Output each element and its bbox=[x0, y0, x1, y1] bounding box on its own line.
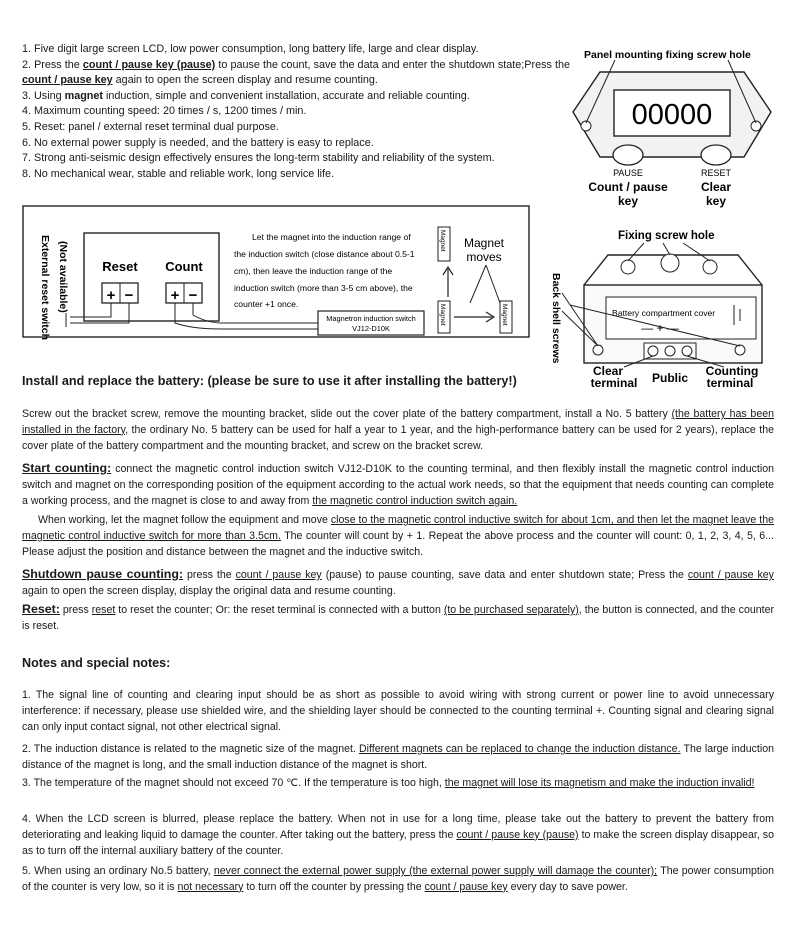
feature-text: to pause the count, save the data and enter the shutdown state;Press the bbox=[215, 58, 570, 71]
plus-sign: + bbox=[106, 287, 116, 304]
shutdown-paragraph bbox=[22, 567, 774, 600]
plus-sign: + bbox=[170, 287, 180, 304]
battery-cover-label: Battery compartment cover bbox=[612, 308, 716, 318]
reset-terminal-label: Reset bbox=[102, 259, 138, 274]
instruction-line: counter +1 once. bbox=[234, 299, 299, 309]
paragraph-text: (pause) to pause counting, save data and enter shutdown state; Press the bbox=[321, 569, 688, 581]
underlined-text: the magnetic control induction switch again. bbox=[312, 494, 518, 507]
start-counting-label: Start counting: bbox=[22, 461, 112, 475]
count-pause-key-text: count / pause key bbox=[22, 74, 113, 87]
clear-key-label: key bbox=[705, 194, 727, 208]
paragraph-text: 4. When the LCD screen is blurred, please replace the battery. When not in use for a long time, please take out the battery to prevent the battery from deteriorating and leaking liquid to damage the counter. After taking out the battery, press the bbox=[22, 813, 774, 841]
paragraph-text: every day to save power. bbox=[507, 880, 628, 893]
back-panel-diagram bbox=[548, 225, 793, 395]
lcd-digits: 00000 bbox=[631, 99, 713, 131]
wiring-diagram bbox=[22, 205, 532, 340]
feature-text: induction, simple and convenient installation, accurate and reliable counting. bbox=[103, 89, 470, 102]
count-terminal-label: Count bbox=[165, 259, 203, 274]
instruction-line: induction switch (more than 3-5 cm above), the bbox=[234, 283, 413, 293]
instruction-line: the induction switch (close distance about 0.5-1 bbox=[234, 249, 415, 259]
clear-terminal-label: Clear bbox=[592, 364, 624, 378]
underlined-text: count / pause key bbox=[424, 880, 508, 893]
terminal-screw bbox=[682, 346, 692, 356]
paragraph-text: , the button is connected, and the counter is reset. bbox=[22, 604, 774, 632]
feature-text: 3. Using bbox=[22, 89, 65, 102]
note-item bbox=[22, 864, 774, 896]
counting-terminal-label: Counting bbox=[705, 364, 759, 378]
public-terminal-label: Public bbox=[651, 371, 689, 385]
clear-terminal-label: terminal bbox=[590, 376, 638, 390]
feature-text: again to open the screen display and resume counting. bbox=[112, 74, 378, 87]
paragraph-text: The large induction distance of the magnet is long, and the small induction distance of the magnet is short. bbox=[22, 743, 775, 771]
underlined-text: count / pause key bbox=[687, 569, 774, 581]
paragraph-text: to turn off the counter by pressing the bbox=[243, 880, 425, 893]
fixing-screw bbox=[661, 254, 679, 272]
underlined-text: (to be purchased separately) bbox=[443, 604, 579, 616]
paragraph-text: When working, let the magnet follow the equipment and move bbox=[38, 514, 331, 526]
paragraph-text: 2. The induction distance is related to the magnetic size of the magnet. bbox=[22, 743, 360, 755]
note-item: 1. The signal line of counting and clearing input should be as short as possible to avoid wiring with strong current or power line to avoid unnecessary interference: if necessary, please use shielded wire, and the shielding layer should be connected to the counting terminal +. Counting signal and clearing signal can only input contact signal, not other electrical signal. bbox=[22, 689, 774, 733]
panel-screw-hole-label: Panel mounting fixing screw hole bbox=[584, 49, 751, 61]
external-reset-label: External reset switch bbox=[39, 235, 51, 340]
instruction-line: cm), then leave the induction range of the bbox=[234, 266, 393, 276]
paragraph-text: The power consumption of the counter is very low, so it is bbox=[22, 865, 775, 893]
note-item bbox=[22, 742, 774, 774]
paragraph-text: press bbox=[59, 604, 92, 616]
counter-body bbox=[84, 233, 219, 321]
note-item bbox=[22, 776, 774, 792]
underlined-text: reset bbox=[91, 604, 116, 616]
paragraph-text: Screw out the bracket screw, remove the mounting bracket, slide out the cover plate of the battery compartment, install a No. 5 battery bbox=[22, 408, 672, 420]
underlined-text: (the battery has been installed in the factory, bbox=[22, 408, 774, 436]
count-pause-key-text: count / pause key (pause) bbox=[82, 58, 216, 71]
magnet-moves-label: Magnet bbox=[463, 236, 505, 250]
underlined-text: count / pause key (pause) bbox=[456, 828, 579, 841]
underlined-text: Different magnets can be replaced to change the induction distance. bbox=[359, 743, 681, 755]
callout-line bbox=[470, 265, 500, 303]
count-pause-key-label: key bbox=[617, 194, 639, 208]
working-paragraph bbox=[22, 513, 774, 560]
minus-sign: − bbox=[124, 287, 134, 304]
feature-item: 7. Strong anti-seismic design effectively ensures the long-term stability and reliability of the system. bbox=[22, 152, 495, 165]
paragraph-text: The counter will count by + 1. Repeat the above process and the counter will count: 0, 1, 2, 3, 4, 5, 6... Please adjust the position and distance between the magnet and the inductive switch. bbox=[22, 529, 774, 558]
up-arrow-icon bbox=[443, 267, 453, 297]
feature-item: 1. Five digit large screen LCD, low power consumption, long battery life, large and clear display. bbox=[22, 43, 479, 55]
pause-button[interactable] bbox=[613, 145, 643, 165]
paragraph-text: the ordinary No. 5 battery can be used for half a year to 1 year, and the high-performance battery can be used for 2 years), replace the cover plate of the battery compartment and the mounting bracket, and screw on the bracket screw. bbox=[22, 423, 774, 452]
paragraph-text: to reset the counter; Or: the reset terminal is connected with a button bbox=[115, 604, 444, 616]
reset-label: RESET bbox=[700, 168, 732, 178]
underlined-text: not necessary bbox=[177, 880, 244, 893]
underlined-text: never connect the external power supply (the external power supply will damage the counter); bbox=[213, 865, 658, 877]
magnet-label: Magnet bbox=[439, 230, 446, 252]
start-counting-paragraph bbox=[22, 461, 774, 509]
terminal-screw bbox=[648, 346, 658, 356]
fixing-screw-hole-label: Fixing screw hole bbox=[618, 230, 715, 242]
shutdown-label: Shutdown pause counting: bbox=[22, 567, 184, 581]
feature-list bbox=[22, 42, 570, 182]
fixing-screw bbox=[621, 260, 635, 274]
note-item bbox=[22, 812, 774, 859]
paragraph-text: to make the screen display disappear, so as to turn off the internal auxiliary battery of the counter. bbox=[22, 828, 774, 857]
minus-sign: − bbox=[188, 287, 198, 304]
feature-item: 4. Maximum counting speed: 20 times / s, 1200 times / min. bbox=[22, 105, 307, 118]
paragraph-text: again to open the screen display, display the original data and resume counting. bbox=[22, 584, 396, 597]
right-arrow-icon bbox=[454, 312, 494, 322]
back-shell-screw bbox=[593, 345, 603, 355]
reset-wires bbox=[66, 303, 129, 327]
feature-item: 8. No mechanical wear, stable and reliable work, long service life. bbox=[22, 167, 335, 180]
magnet-moves-label: moves bbox=[466, 250, 502, 264]
not-available-label: (Not available) bbox=[57, 241, 69, 313]
reset-label: Reset: bbox=[22, 602, 60, 616]
paragraph-text: 5. When using an ordinary No.5 battery, bbox=[22, 865, 214, 877]
underlined-text: count / pause key bbox=[235, 569, 322, 581]
paragraph-text: press the bbox=[183, 569, 236, 581]
back-shell-screws-label: Back shell screws bbox=[550, 273, 562, 364]
paragraph-text: connect the magnetic control induction switch VJ12-D10K to the counting terminal, and then flexibly install the magnetic control induction switch and magnet on the corresponding position of the equipment according to the actual work needs, so that the equipment that needs counting can complete a working process, and the magnet is close to and away from bbox=[22, 463, 774, 507]
underlined-text: the magnet will lose its magnetism and make the induction invalid! bbox=[444, 777, 755, 789]
induction-switch-label: Magnetron induction switch bbox=[326, 314, 416, 323]
feature-text: 2. Press the bbox=[22, 58, 83, 71]
front-panel-diagram bbox=[570, 40, 790, 210]
notes-heading: Notes and special notes: bbox=[22, 656, 171, 670]
fixing-screw bbox=[703, 260, 717, 274]
pause-label: PAUSE bbox=[613, 168, 643, 178]
instruction-line: Let the magnet into the induction range of bbox=[252, 232, 411, 242]
back-shell-screw bbox=[735, 345, 745, 355]
count-pause-key-label: Count / pause bbox=[588, 180, 668, 194]
feature-item bbox=[22, 58, 570, 89]
induction-switch-model: VJ12-D10K bbox=[352, 324, 390, 333]
paragraph-text: 3. The temperature of the magnet should not exceed 70 ℃. If the temperature is too high, bbox=[22, 777, 445, 789]
reset-paragraph bbox=[22, 602, 774, 635]
terminal-screw bbox=[665, 346, 675, 356]
clear-key-label: Clear bbox=[700, 180, 732, 194]
feature-item: 5. Reset: panel / external reset terminal dual purpose. bbox=[22, 120, 279, 133]
battery-symbols: — + — bbox=[641, 321, 679, 335]
install-heading: Install and replace the battery: (please be sure to use it after installing the battery!) bbox=[22, 374, 517, 388]
magnet-text: magnet bbox=[64, 89, 104, 102]
feature-item: 6. No external power supply is needed, and the battery is easy to replace. bbox=[22, 136, 374, 149]
underlined-text: close to the magnetic control inductive switch for about 1cm, and then let the magnet leave the magnetic control inductive switch for more than 3.5cm. bbox=[22, 514, 774, 542]
magnet-label: Magnet bbox=[439, 304, 446, 326]
counting-terminal-label: terminal bbox=[706, 376, 754, 390]
install-paragraph bbox=[22, 407, 774, 454]
feature-item bbox=[22, 89, 570, 105]
reset-button[interactable] bbox=[701, 145, 731, 165]
magnet-label: Magnet bbox=[501, 304, 508, 326]
